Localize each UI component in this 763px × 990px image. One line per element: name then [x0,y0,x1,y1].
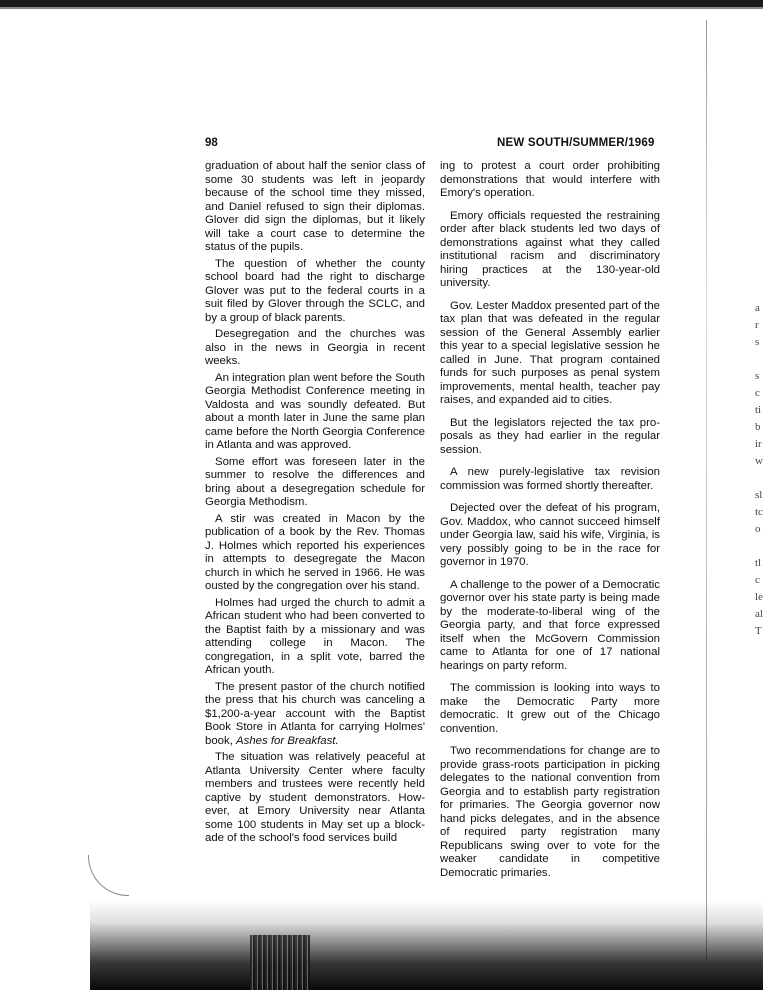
adjacent-page-letter: tc [755,506,763,518]
adjacent-page-letter: c [755,387,760,399]
adjacent-page-letter: w [755,455,763,467]
book-title: Ashes for Breakfast. [236,734,339,747]
article-right-column [440,160,660,889]
page-corner-curl [88,855,129,896]
paragraph: Gov. Lester Maddox presented part of the tax plan that was defeated in the regular session of the General Assembly earlier this year to a special legislative session he called in June. That program contained funds for such purposes as penal system improvements, mental health, teacher pay raises, and expanded aid to cities. [440,299,661,406]
adjacent-page-letter: a [755,302,760,314]
adjacent-page-letter: al [755,608,763,620]
paragraph: The situation was relatively peaceful at Atlanta University Center where faculty members and trustees were recently held captive by student demonstrators. However, at Emory University near Atlanta some 100 students in May set up a blockade of the school's food services build [205,751,425,844]
paragraph: graduation of about half the senior class of some 30 students was left in jeopardy because of the school time they missed, and Daniel refused to sign their diplomas. Glover did sign the diplomas, but it likely will take a court case to determine the status of the pupils. [205,160,425,253]
scan-top-edge [0,0,763,7]
paragraph: The commission is looking into ways to make the Democratic Party more democratic. It grew out of the Chicago convention. [440,682,660,735]
adjacent-page-letter: T [755,625,762,637]
adjacent-page-letter: ir [755,438,762,450]
adjacent-page-letter: s [755,370,760,382]
paragraph: Holmes had urged the church to admit a African student who had been converted to the Baptist faith by a missionary and was attending college in Macon. The congregation, in a split vote, barred the African youth. [205,596,425,676]
paragraph: Two recommendations for change are to provide grass-roots participation in picking delegates to the national convention from Georgia and to establish party registration for primaries. The Georgia governor now hand picks delegates, and in the absence of required party registration many Republicans swing over to vote for the weaker candidate in competitive Democratic primaries. [440,745,660,879]
paragraph: Some effort was foreseen later in the summer to resolve the differences and bring about a desegregation schedule for Georgia Methodism. [205,455,425,508]
page-gutter-edge [706,20,707,960]
paragraph: Dejected over the defeat of his program, Gov. Maddox, who cannot succeed himself under Georgia law, said his wife, Virginia, is very possibly going to be in the race for governor in 1970. [440,502,660,568]
paragraph: But the legislators rejected the tax proposals as they had earlier in the regular session. [440,416,660,456]
adjacent-page-letter: s [755,336,760,348]
article-left-column [205,160,425,849]
paragraph: A new purely-legislative tax revision commission was formed shortly thereafter. [440,466,660,492]
running-head: NEW SOUTH/SUMMER/1969 [497,137,655,149]
page-number: 98 [205,137,218,149]
adjacent-page-letter: sl [755,489,763,501]
paragraph: A challenge to the power of a Democratic governor over his state party is being made by the moderate-to-liberal wing of the Georgia party, and that force expressed itself when the McGovern Commission came to Atlanta for one of 17 national hearings on party reform. [440,578,660,672]
scan-top-edge-shadow [0,7,763,9]
adjacent-page-letter: ti [755,404,762,416]
adjacent-page-letter: c [755,574,760,586]
paragraph-text: The present pastor of the church notified the press that his church was canceling a $1,200-a-year account with the Baptist Book Store in Atlanta for carrying Holmes' book, [205,680,425,747]
adjacent-page-letter: o [755,523,761,535]
adjacent-page-fragment [755,300,763,860]
paragraph: ing to protest a court order prohibiting demonstrations that would interfere with Emory's operation. [440,160,660,199]
paragraph: Desegregation and the churches was also in the news in Georgia in recent weeks. [205,328,425,367]
paragraph: Emory officials requested the restraining order after black students led two days of demonstrations against what they called institutional racism and discriminatory hiring practices at the 130-year-old university. [440,209,660,289]
paragraph: A stir was created in Macon by the publication of a book by the Rev. Thomas J. Holmes which reported his experiences in attempts to desegregate the Macon church in which he served in 1966. He was ousted by the congregation over his stand. [205,512,425,592]
paragraph-with-book-title [205,681,425,749]
adjacent-page-letter: tl [755,557,762,569]
adjacent-page-letter: le [755,591,763,603]
paragraph: The question of whether the county school board had the right to discharge Glover was put to the federal courts in a suit filed by Glover through the SCLC, and by a group of black parents. [205,257,425,324]
adjacent-page-letter: b [755,421,761,433]
scan-bottom-shadow [90,900,763,990]
adjacent-page-letter: r [755,319,759,331]
scan-binding-artifact [250,935,310,990]
paragraph: An integration plan went before the South Georgia Methodist Conference meeting in Valdosta and was soundly defeated. But about a month later in June the same plan came before the North Georgia Conference in Atlanta and was approved. [205,371,425,451]
